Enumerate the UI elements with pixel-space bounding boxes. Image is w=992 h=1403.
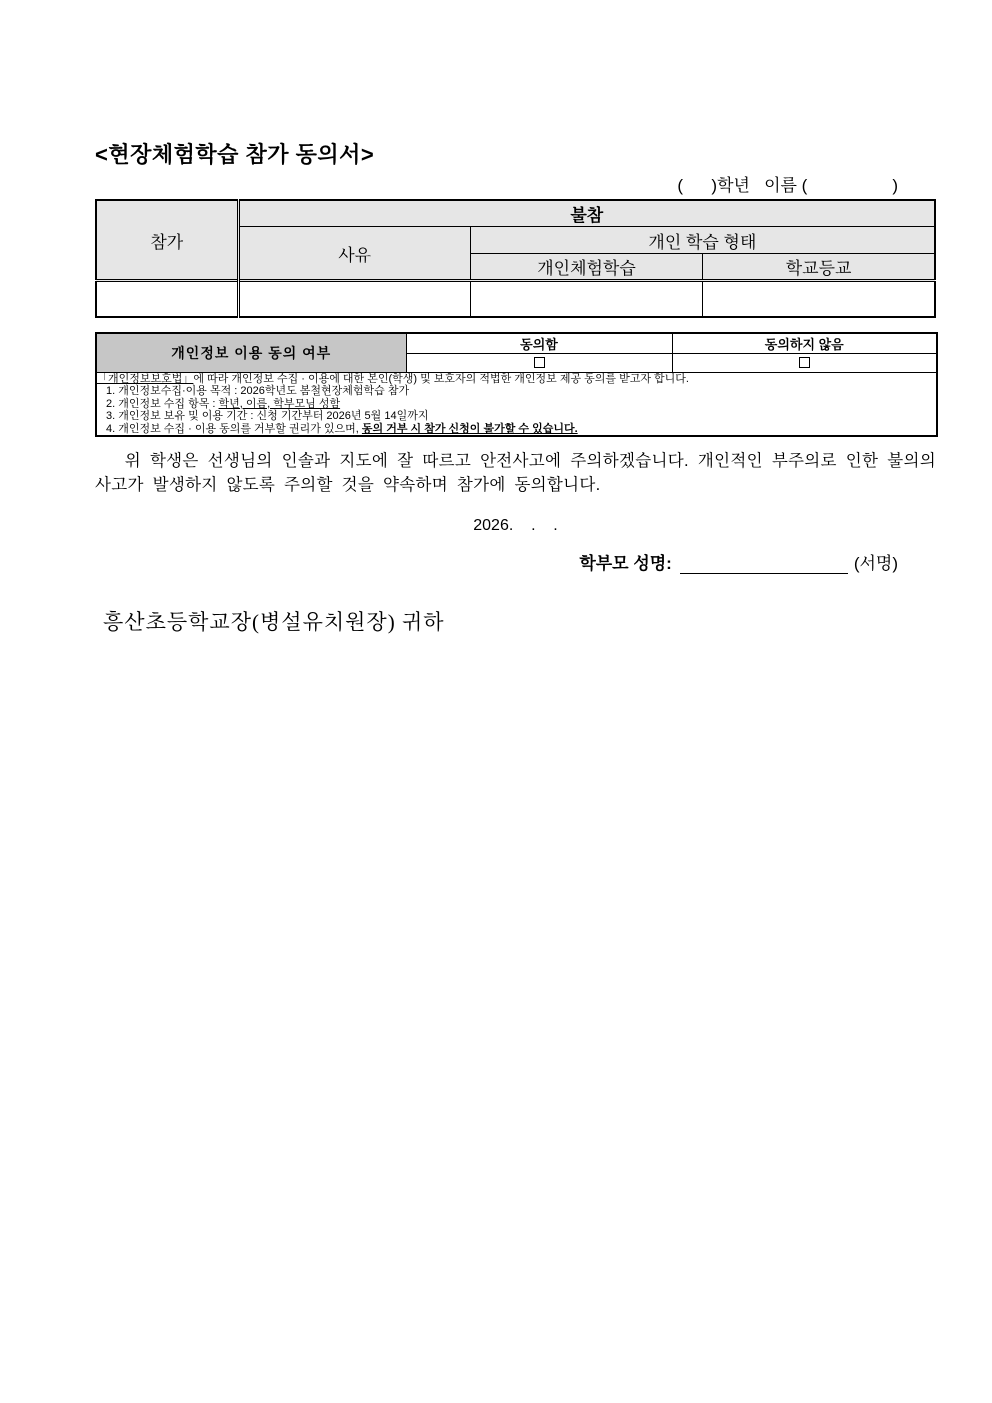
privacy-item-4: 4. 개인정보 수집 · 이용 동의를 거부할 권리가 있으며, 동의 거부 시 참가 신청이 불가할 수 있습니다.: [106, 422, 578, 435]
pledge-paragraph: 위 학생은 선생님의 인솔과 지도에 잘 따르고 안전사고에 주의하겠습니다. 개인적인 부주의로 인한 불의의 사고가 발생하지 않도록 주의할 것을 약속하며 참가에 동의합니다.: [95, 452, 936, 494]
personal-experience-input-cell[interactable]: [470, 281, 702, 317]
consent-form-page: [95, 138, 936, 636]
privacy-consent-header-cell: 개인정보 이용 동의 여부: [96, 333, 406, 373]
page-title: <현장체험학습 참가 동의서>: [95, 142, 375, 167]
privacy-consent-table: [95, 332, 938, 438]
privacy-item-3: 3. 개인정보 보유 및 이용 기간 : 신청 기간부터 2026년 5월 14일까지: [106, 410, 429, 422]
agree-checkbox-cell[interactable]: [406, 353, 672, 372]
privacy-item-2: 2. 개인정보 수집 항목 : 학년, 이름, 학부모님 성함: [106, 397, 341, 410]
school-attendance-input-cell[interactable]: [703, 281, 935, 317]
participate-input-cell[interactable]: [96, 281, 238, 317]
parent-signature-blank[interactable]: [680, 556, 848, 574]
signature-row: [95, 549, 936, 574]
date-line: 2026. . .: [473, 517, 558, 534]
privacy-intro: 「개인정보보호법」에 따라 개인정보 수집 · 이용에 대한 본인(학생) 및 보호자의 적법한 개인정보 제공 동의를 받고자 합니다.: [97, 372, 689, 385]
parent-name-label: 학부모 성명:: [579, 554, 672, 573]
disagree-checkbox[interactable]: [799, 357, 810, 368]
absent-header-cell: 불참: [238, 200, 935, 227]
school-attendance-header-cell: 학교등교: [703, 254, 935, 281]
agree-checkbox[interactable]: [534, 357, 545, 368]
reason-input-cell[interactable]: [238, 281, 470, 317]
signature-suffix: (서명): [853, 554, 898, 573]
reason-header-cell: 사유: [238, 227, 470, 281]
disagree-checkbox-cell[interactable]: [672, 353, 937, 372]
privacy-item-1: 1. 개인정보수집·이용 목적 : 2026학년도 봄철현장체험학습 참가: [106, 385, 410, 397]
participate-header-cell: 참가: [96, 200, 238, 281]
closing-addressee: 흥산초등학교장(병설유치원장) 귀하: [103, 610, 445, 634]
grade-name-fill-line[interactable]: ( )학년 이름 ( ): [677, 176, 898, 195]
personal-study-type-header-cell: 개인 학습 형태: [470, 227, 935, 254]
agree-label-cell: 동의함: [406, 333, 672, 354]
privacy-notice: [96, 372, 937, 436]
participation-table: [95, 199, 936, 318]
personal-experience-header-cell: 개인체험학습: [470, 254, 702, 281]
disagree-label-cell: 동의하지 않음: [672, 333, 937, 354]
